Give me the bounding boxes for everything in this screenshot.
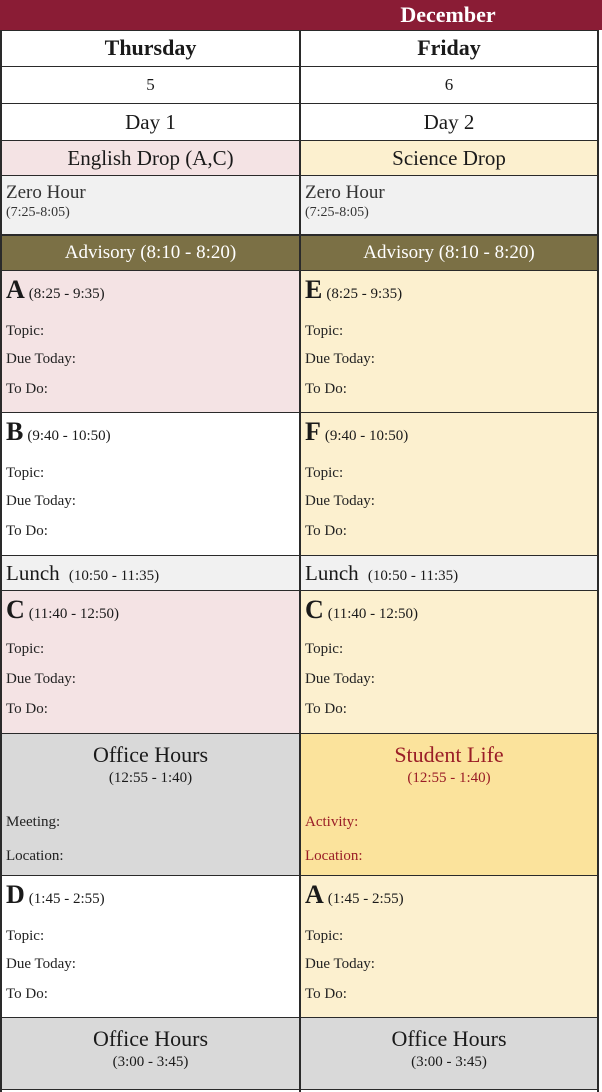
lunch-label: Lunch bbox=[305, 561, 359, 585]
office-hours-title: Office Hours bbox=[92, 1026, 209, 1051]
advisory-cell[interactable] bbox=[301, 236, 597, 271]
period-time: (8:25 - 9:35) bbox=[326, 286, 403, 302]
topic-label: Topic: bbox=[305, 465, 344, 481]
due-today-label: Due Today: bbox=[6, 671, 76, 687]
topic-label: Topic: bbox=[305, 641, 344, 657]
office-hours-title: Office Hours bbox=[391, 1026, 507, 1051]
topic-label: Topic: bbox=[6, 323, 45, 339]
advisory-label: Advisory (8:10 - 8:20) bbox=[64, 242, 237, 263]
period-cell-c[interactable] bbox=[2, 591, 299, 734]
period-letter: D bbox=[6, 880, 25, 909]
lunch-time: (10:50 - 11:35) bbox=[367, 568, 459, 584]
period-letter: B bbox=[6, 417, 24, 446]
to-do-label: To Do: bbox=[6, 986, 48, 1002]
drop-cell[interactable] bbox=[2, 141, 299, 176]
period-cell-c[interactable] bbox=[301, 591, 597, 734]
date-number: 5 bbox=[146, 75, 155, 94]
period-cell-b[interactable] bbox=[2, 413, 299, 556]
office-hours-time: (12:55 - 1:40) bbox=[108, 770, 193, 786]
period-time: (9:40 - 10:50) bbox=[324, 428, 409, 444]
office-hours-cell[interactable] bbox=[2, 734, 299, 876]
lunch-cell[interactable] bbox=[301, 556, 597, 591]
student-life-time: (12:55 - 1:40) bbox=[407, 770, 491, 786]
office-hours-time: (3:00 - 3:45) bbox=[112, 1054, 189, 1070]
student-life-cell[interactable] bbox=[301, 734, 597, 876]
office-hours-cell-late[interactable] bbox=[2, 1018, 299, 1090]
lunch-time: (10:50 - 11:35) bbox=[68, 568, 160, 584]
student-life-title: Student Life bbox=[394, 742, 504, 767]
due-today-label: Due Today: bbox=[6, 956, 76, 972]
day-label: Day 1 bbox=[125, 110, 176, 134]
period-time: (11:40 - 12:50) bbox=[327, 606, 419, 622]
day-name: Thursday bbox=[104, 35, 197, 60]
zero-hour-time: (7:25-8:05) bbox=[305, 205, 369, 220]
meeting-label: Meeting: bbox=[6, 814, 61, 830]
period-time: (1:45 - 2:55) bbox=[28, 891, 105, 907]
drop-label: Science Drop bbox=[392, 146, 506, 170]
due-today-label: Due Today: bbox=[6, 493, 76, 509]
advisory-cell[interactable] bbox=[2, 236, 299, 271]
period-cell-e[interactable] bbox=[301, 271, 597, 413]
day-name: Friday bbox=[417, 35, 481, 60]
period-letter: E bbox=[305, 275, 323, 304]
period-letter: C bbox=[305, 595, 324, 624]
topic-label: Topic: bbox=[305, 323, 344, 339]
period-cell-a[interactable] bbox=[2, 271, 299, 413]
advisory-label: Advisory (8:10 - 8:20) bbox=[363, 242, 535, 263]
day-column-thursday bbox=[0, 30, 299, 1092]
to-do-label: To Do: bbox=[305, 701, 347, 717]
location-label: Location: bbox=[305, 848, 363, 864]
month-header bbox=[0, 0, 602, 30]
lunch-cell[interactable] bbox=[2, 556, 299, 591]
period-letter: C bbox=[6, 595, 25, 624]
day-name-cell[interactable] bbox=[301, 30, 597, 67]
period-cell-f[interactable] bbox=[301, 413, 597, 556]
zero-hour-title: Zero Hour bbox=[305, 182, 385, 203]
period-time: (11:40 - 12:50) bbox=[28, 606, 120, 622]
due-today-label: Due Today: bbox=[305, 351, 375, 367]
date-cell[interactable] bbox=[2, 67, 299, 104]
zero-hour-time: (7:25-8:05) bbox=[6, 205, 70, 220]
period-time: (9:40 - 10:50) bbox=[27, 428, 111, 444]
period-cell-d[interactable] bbox=[2, 876, 299, 1018]
period-letter: A bbox=[305, 880, 324, 909]
day-column-friday bbox=[299, 30, 599, 1092]
zero-hour-cell[interactable] bbox=[2, 176, 299, 236]
due-today-label: Due Today: bbox=[305, 493, 375, 509]
to-do-label: To Do: bbox=[305, 523, 347, 539]
drop-label: English Drop (A,C) bbox=[67, 146, 234, 170]
period-letter: A bbox=[6, 275, 25, 304]
due-today-label: Due Today: bbox=[305, 956, 375, 972]
office-hours-title: Office Hours bbox=[92, 742, 209, 767]
day-label-cell[interactable] bbox=[2, 104, 299, 141]
date-cell[interactable] bbox=[301, 67, 597, 104]
topic-label: Topic: bbox=[6, 641, 45, 657]
day-label: Day 2 bbox=[423, 110, 475, 134]
to-do-label: To Do: bbox=[6, 701, 48, 717]
zero-hour-cell[interactable] bbox=[301, 176, 597, 236]
topic-label: Topic: bbox=[305, 928, 344, 944]
to-do-label: To Do: bbox=[6, 523, 48, 539]
day-name-cell[interactable] bbox=[2, 30, 299, 67]
topic-label: Topic: bbox=[6, 928, 45, 944]
period-time: (8:25 - 9:35) bbox=[28, 286, 105, 302]
drop-cell[interactable] bbox=[301, 141, 597, 176]
day-label-cell[interactable] bbox=[301, 104, 597, 141]
due-today-label: Due Today: bbox=[6, 351, 76, 367]
to-do-label: To Do: bbox=[305, 381, 347, 397]
month-label: December bbox=[400, 2, 496, 27]
topic-label: Topic: bbox=[6, 465, 45, 481]
office-hours-cell-late[interactable] bbox=[301, 1018, 597, 1090]
period-time: (1:45 - 2:55) bbox=[327, 891, 404, 907]
office-hours-time: (3:00 - 3:45) bbox=[411, 1054, 487, 1070]
location-label: Location: bbox=[6, 848, 64, 864]
to-do-label: To Do: bbox=[305, 986, 347, 1002]
due-today-label: Due Today: bbox=[305, 671, 375, 687]
to-do-label: To Do: bbox=[6, 381, 48, 397]
zero-hour-title: Zero Hour bbox=[6, 182, 86, 203]
period-letter: F bbox=[305, 417, 321, 446]
date-number: 6 bbox=[444, 75, 454, 94]
activity-label: Activity: bbox=[305, 814, 359, 830]
lunch-label: Lunch bbox=[6, 561, 60, 585]
period-cell-a[interactable] bbox=[301, 876, 597, 1018]
